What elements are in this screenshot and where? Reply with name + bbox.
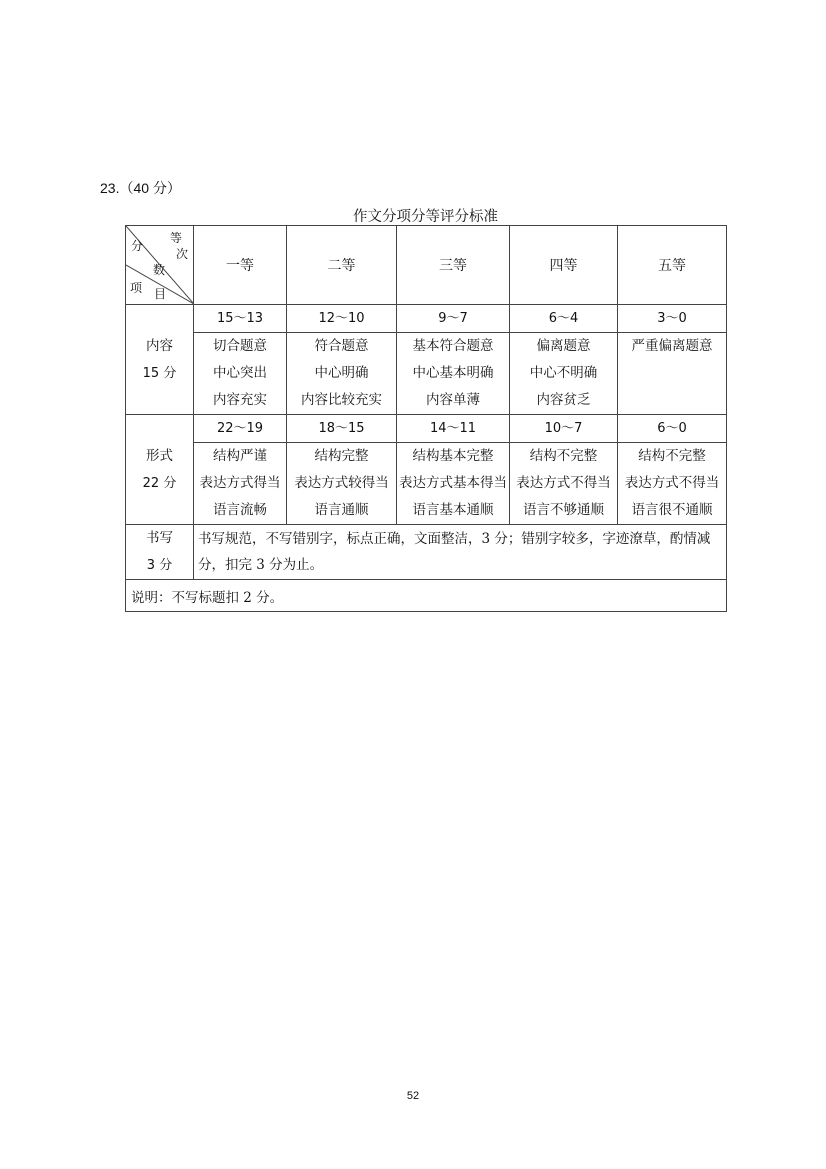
content-grade-3 (397, 305, 510, 415)
criterion: 语言基本通顺 (412, 502, 494, 518)
form-row (126, 415, 727, 525)
table-title: 作文分项分等评分标准 (353, 209, 498, 225)
criterion: 中心不明确 (529, 365, 598, 381)
criterion: 表达方式不得当 (624, 475, 720, 491)
criterion: 内容贫乏 (536, 392, 591, 408)
score-range: 18～15 (287, 415, 396, 443)
criterion: 表达方式不得当 (516, 475, 611, 491)
criterion: 内容比较充实 (301, 392, 382, 408)
criterion: 语言不够通顺 (523, 502, 604, 518)
score-range: 3～0 (618, 305, 726, 333)
criterion: 结构严谨 (213, 448, 267, 464)
grade-3-header: 三等 (397, 226, 510, 305)
page-number: 52 (406, 1090, 420, 1102)
criterion (618, 360, 726, 387)
form-label: 形式 (146, 447, 173, 464)
grade-2-header: 二等 (287, 226, 397, 305)
table-note: 说明：不写标题扣 2 分。 (126, 580, 727, 612)
writing-label: 书写 (146, 530, 173, 546)
form-points: 22 分 (142, 475, 177, 491)
criterion: 切合题意 (213, 338, 267, 354)
corner-cell (126, 226, 194, 305)
content-label-cell (126, 305, 194, 415)
criterion: 表达方式较得当 (294, 475, 389, 491)
criterion: 结构基本完整 (412, 448, 494, 464)
grade-5-header: 五等 (618, 226, 727, 305)
score-range: 6～4 (510, 305, 617, 333)
content-grade-5 (618, 305, 727, 415)
corner-fen: 分 (131, 239, 144, 253)
criterion: 内容单薄 (426, 392, 480, 408)
score-range: 12～10 (287, 305, 396, 333)
criterion: 语言通顺 (314, 502, 369, 518)
score-range: 9～7 (397, 305, 509, 333)
content-label: 内容 (146, 337, 173, 354)
criterion: 基本符合题意 (412, 338, 494, 354)
form-label-cell (126, 415, 194, 525)
score-range: 22～19 (194, 415, 286, 443)
form-grade-3 (397, 415, 510, 525)
criterion: 结构不完整 (638, 448, 706, 464)
criterion (618, 387, 726, 414)
criterion: 中心基本明确 (412, 365, 494, 381)
criterion: 语言很不通顺 (631, 502, 713, 518)
criterion: 符合题意 (314, 338, 369, 354)
criterion: 偏离题意 (536, 338, 591, 354)
criterion: 表达方式基本得当 (399, 475, 507, 491)
content-grade-1 (194, 305, 287, 415)
header-row (126, 226, 727, 305)
corner-deng: 等 (170, 231, 183, 245)
criterion: 严重偏离题意 (631, 338, 713, 354)
grade-4-header: 四等 (510, 226, 618, 305)
scoring-table (125, 225, 727, 612)
criterion: 表达方式得当 (199, 475, 281, 491)
corner-xiang: 项 (130, 281, 143, 295)
form-grade-5 (618, 415, 727, 525)
criterion: 内容充实 (213, 392, 267, 408)
criterion: 中心突出 (213, 365, 267, 381)
criterion: 中心明确 (314, 365, 369, 381)
score-range: 14～11 (397, 415, 509, 443)
content-grade-2 (287, 305, 397, 415)
content-points: 15 分 (142, 365, 177, 381)
writing-row (126, 525, 727, 580)
corner-mu: 目 (154, 287, 167, 301)
content-row (126, 305, 727, 415)
content-grade-4 (510, 305, 618, 415)
corner-shu: 数 (153, 263, 166, 277)
criterion: 语言流畅 (213, 502, 267, 518)
grade-1-header: 一等 (194, 226, 287, 305)
form-grade-4 (510, 415, 618, 525)
criterion: 结构不完整 (529, 448, 598, 464)
writing-points: 3 分 (146, 558, 173, 573)
score-range: 6～0 (618, 415, 726, 443)
criterion: 结构完整 (314, 448, 369, 464)
note-row (126, 580, 727, 612)
score-range: 10～7 (510, 415, 617, 443)
writing-criteria: 书写规范，不写错别字，标点正确，文面整洁，3 分；错别字较多，字迹潦草，酌情减分，扣完 3 分为止。 (194, 525, 727, 580)
corner-ci: 次 (176, 247, 189, 261)
question-number: 23.（40 分） (100, 180, 181, 196)
score-range: 15～13 (194, 305, 286, 333)
writing-label-cell (126, 525, 194, 580)
form-grade-1 (194, 415, 287, 525)
form-grade-2 (287, 415, 397, 525)
